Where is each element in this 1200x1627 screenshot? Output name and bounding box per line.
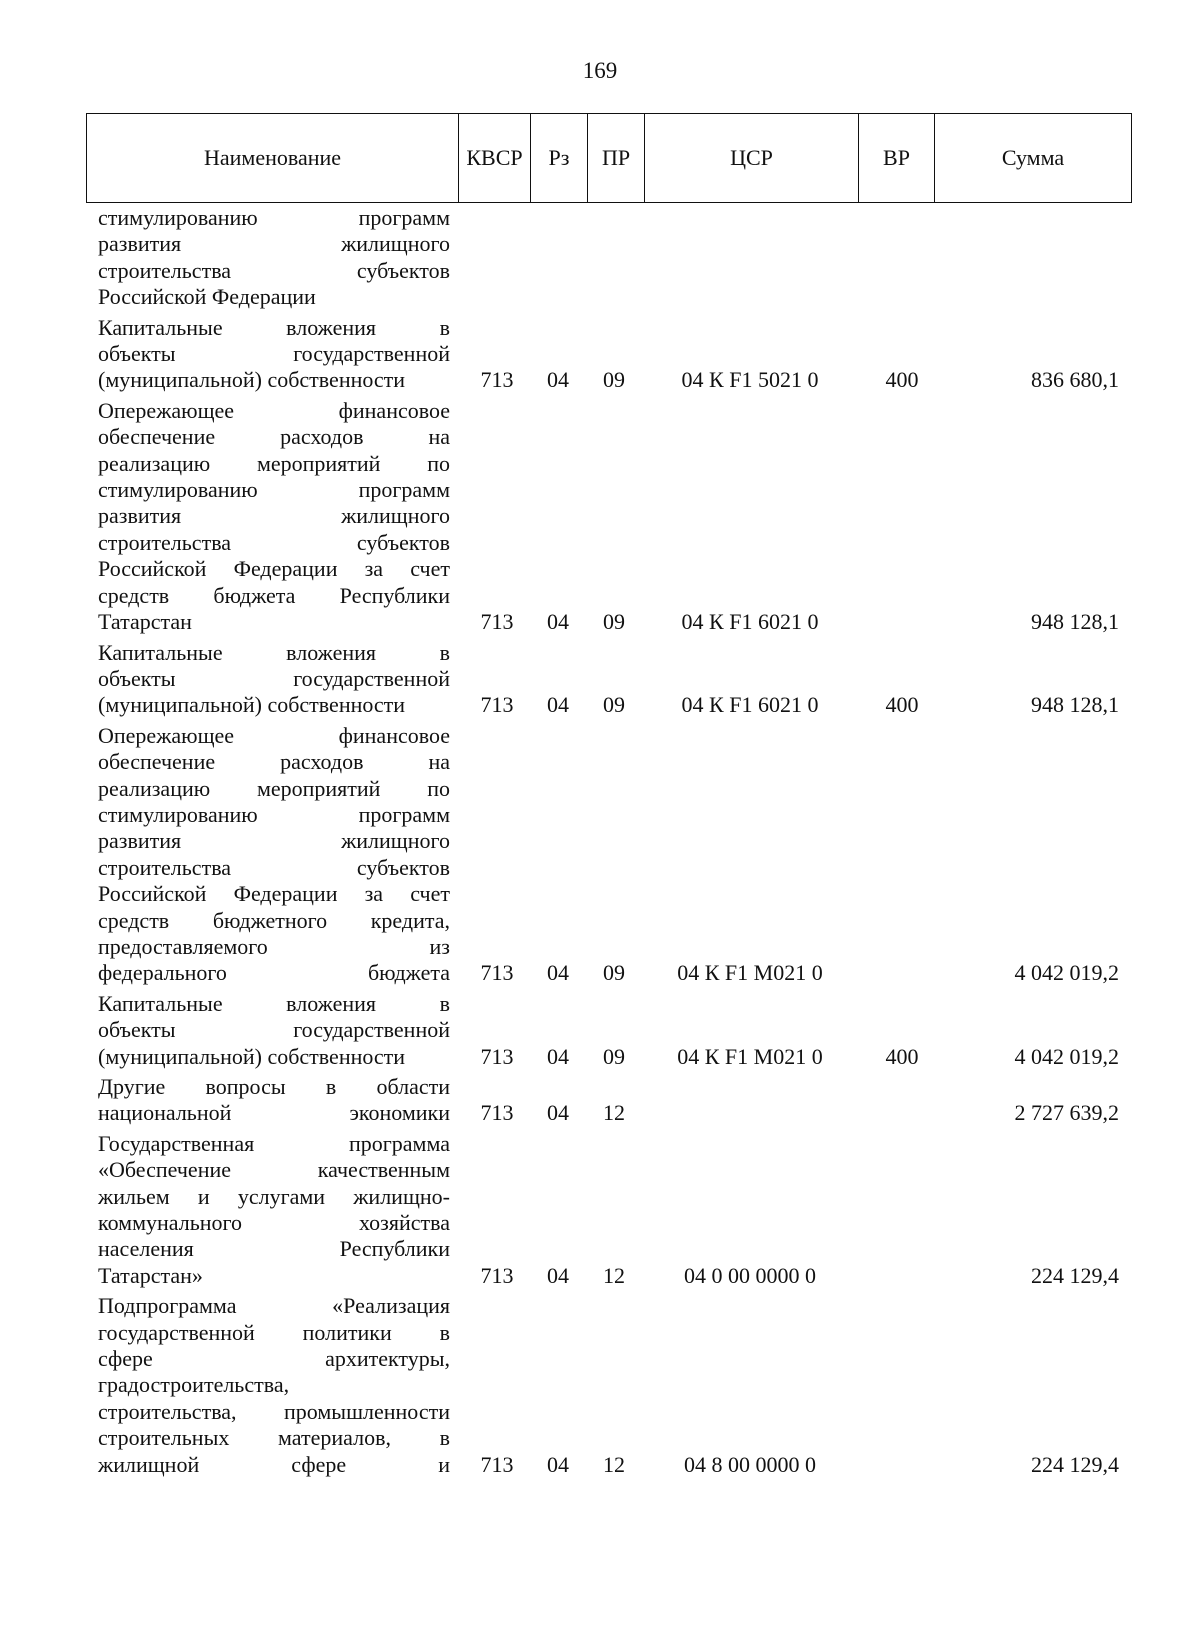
cell-csr: 04 К F1 6021 0 xyxy=(681,609,819,635)
table-row xyxy=(0,1131,1200,1289)
row-name-line: «Обеспечение качественным xyxy=(98,1157,450,1183)
table-row xyxy=(0,1074,1200,1127)
row-name xyxy=(98,723,450,987)
cell-pr: 12 xyxy=(603,1451,625,1477)
row-name xyxy=(98,315,450,394)
row-name-line: строительных материалов, в xyxy=(98,1425,450,1451)
row-name-line: Российской Федерации xyxy=(98,284,316,310)
row-name-line: развития жилищного xyxy=(98,503,450,529)
row-name-line: Капитальные вложения в xyxy=(98,314,450,340)
table-row xyxy=(0,398,1200,636)
row-name-line: Опережающее финансовое xyxy=(98,397,450,423)
row-name-line: строительства субъектов xyxy=(98,529,450,555)
row-name-line: средств бюджетного кредита, xyxy=(98,907,450,933)
row-name xyxy=(98,640,450,719)
row-name-line: объекты государственной xyxy=(98,1017,450,1043)
row-name-line: Российской Федерации за счет xyxy=(98,556,450,582)
cell-kvsr: 713 xyxy=(480,960,514,986)
row-name xyxy=(98,398,450,636)
row-name-line: (муниципальной) собственности xyxy=(98,367,406,393)
cell-sum: 948 128,1 xyxy=(1031,692,1119,718)
header-name: Наименование xyxy=(87,114,459,203)
row-name xyxy=(98,1131,450,1289)
cell-rz: 04 xyxy=(547,1451,569,1477)
row-name xyxy=(98,1074,450,1127)
row-name-line: Капитальные вложения в xyxy=(98,639,450,665)
cell-vr: 400 xyxy=(885,367,919,393)
cell-rz: 04 xyxy=(547,692,569,718)
cell-kvsr: 713 xyxy=(480,1043,514,1069)
cell-pr: 09 xyxy=(603,609,625,635)
row-name-line: стимулированию программ xyxy=(98,477,450,503)
cell-rz: 04 xyxy=(547,960,569,986)
cell-csr: 04 К F1 5021 0 xyxy=(681,367,819,393)
row-name xyxy=(98,205,450,311)
cell-pr: 12 xyxy=(603,1262,625,1288)
cell-kvsr: 713 xyxy=(480,367,514,393)
cell-kvsr: 713 xyxy=(480,692,514,718)
row-name-line: жилищной сфере и xyxy=(98,1451,450,1477)
cell-csr: 04 8 00 0000 0 xyxy=(684,1451,816,1477)
row-name-line: обеспечение расходов на xyxy=(98,749,450,775)
row-name-line: средств бюджета Республики xyxy=(98,582,450,608)
row-name-line: Капитальные вложения в xyxy=(98,990,450,1016)
cell-rz: 04 xyxy=(547,1043,569,1069)
cell-csr: 04 К F1 6021 0 xyxy=(681,692,819,718)
row-name-line: строительства субъектов xyxy=(98,854,450,880)
header-rz: Рз xyxy=(531,114,588,203)
cell-pr: 09 xyxy=(603,692,625,718)
cell-sum: 4 042 019,2 xyxy=(1014,960,1119,986)
cell-vr: 400 xyxy=(885,1043,919,1069)
row-name-line: стимулированию программ xyxy=(98,205,450,230)
row-name-line: жильем и услугами жилищно- xyxy=(98,1183,450,1209)
table-row xyxy=(0,1293,1200,1478)
row-name-line: Татарстан» xyxy=(98,1262,203,1288)
row-name-line: объекты государственной xyxy=(98,665,450,691)
row-name-line: Государственная программа xyxy=(98,1130,450,1156)
row-name-line: обеспечение расходов на xyxy=(98,424,450,450)
page-number: 169 xyxy=(582,58,618,83)
cell-rz: 04 xyxy=(547,1100,569,1126)
cell-sum: 2 727 639,2 xyxy=(1014,1100,1119,1126)
header-csr: ЦСР xyxy=(645,114,859,203)
cell-csr: 04 К F1 М021 0 xyxy=(677,1043,823,1069)
cell-kvsr: 713 xyxy=(480,1262,514,1288)
row-name-line: коммунального хозяйства xyxy=(98,1210,450,1236)
cell-csr: 04 0 00 0000 0 xyxy=(684,1262,816,1288)
cell-sum: 224 129,4 xyxy=(1031,1451,1119,1477)
cell-pr: 09 xyxy=(603,367,625,393)
row-name-line: Татарстан xyxy=(98,609,192,635)
row-name xyxy=(98,991,450,1070)
cell-rz: 04 xyxy=(547,1262,569,1288)
cell-sum: 224 129,4 xyxy=(1031,1262,1119,1288)
row-name-line: реализацию мероприятий по xyxy=(98,450,450,476)
row-name-line: Подпрограмма «Реализация xyxy=(98,1293,450,1319)
cell-pr: 09 xyxy=(603,960,625,986)
header-pr: ПР xyxy=(588,114,645,203)
cell-sum: 4 042 019,2 xyxy=(1014,1043,1119,1069)
row-name-line: развития жилищного xyxy=(98,231,450,257)
table-row xyxy=(0,723,1200,987)
table-header xyxy=(86,113,1132,203)
row-name-line: развития жилищного xyxy=(98,828,450,854)
cell-kvsr: 713 xyxy=(480,1100,514,1126)
cell-vr: 400 xyxy=(885,692,919,718)
cell-sum: 836 680,1 xyxy=(1031,367,1119,393)
cell-kvsr: 713 xyxy=(480,1451,514,1477)
row-name-line: предоставляемого из xyxy=(98,933,450,959)
cell-rz: 04 xyxy=(547,609,569,635)
table-body xyxy=(0,205,1200,1482)
header-kvsr: КВСР xyxy=(459,114,531,203)
row-name xyxy=(98,1293,450,1478)
row-name-line: Другие вопросы в области xyxy=(98,1074,450,1099)
row-name-line: стимулированию программ xyxy=(98,801,450,827)
cell-pr: 09 xyxy=(603,1043,625,1069)
table-row xyxy=(0,205,1200,311)
row-name-line: строительства субъектов xyxy=(98,257,450,283)
cell-csr: 04 К F1 М021 0 xyxy=(677,960,823,986)
row-name-line: (муниципальной) собственности xyxy=(98,1043,406,1069)
row-name-line: Российской Федерации за счет xyxy=(98,881,450,907)
row-name-line: строительства, промышленности xyxy=(98,1398,450,1424)
cell-rz: 04 xyxy=(547,367,569,393)
header-sum: Сумма xyxy=(935,114,1132,203)
row-name-line: Опережающее финансовое xyxy=(98,722,450,748)
cell-sum: 948 128,1 xyxy=(1031,609,1119,635)
row-name-line: населения Республики xyxy=(98,1236,450,1262)
table-row xyxy=(0,315,1200,394)
row-name-line: сфере архитектуры, xyxy=(98,1346,450,1372)
row-name-line: государственной политики в xyxy=(98,1319,450,1345)
cell-pr: 12 xyxy=(603,1100,625,1126)
header-vr: ВР xyxy=(859,114,935,203)
row-name-line: (муниципальной) собственности xyxy=(98,692,406,718)
table-row xyxy=(0,640,1200,719)
row-name-line: реализацию мероприятий по xyxy=(98,775,450,801)
table-row xyxy=(0,991,1200,1070)
row-name-line: национальной экономики xyxy=(98,1100,450,1126)
row-name-line: объекты государственной xyxy=(98,341,450,367)
row-name-line: федерального бюджета xyxy=(98,960,450,986)
row-name-line: градостроительства, xyxy=(98,1372,290,1398)
cell-kvsr: 713 xyxy=(480,609,514,635)
